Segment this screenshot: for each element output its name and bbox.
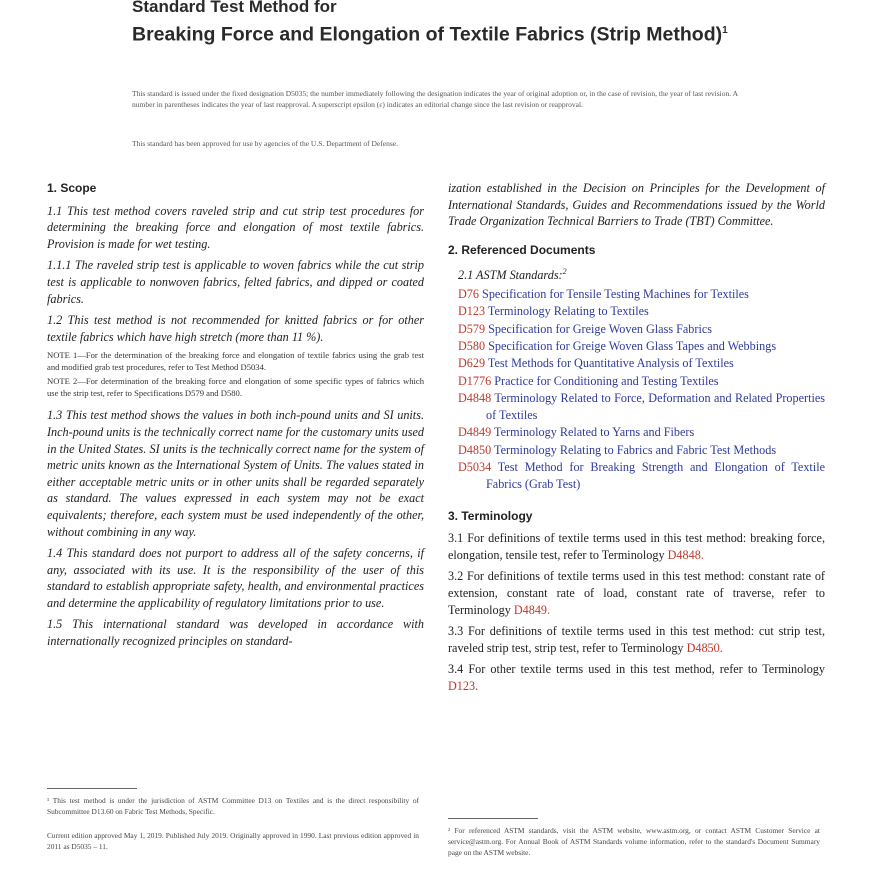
reference-title-link[interactable]: Terminology Relating to Textiles	[487, 304, 649, 319]
reference-code-link[interactable]: D579	[458, 321, 486, 336]
footnote-1b: Current edition approved May 1, 2019. Published July 2019. Originally approved in 1990. Last previous edition approved in 2011 as D5035 – 11.	[47, 831, 419, 851]
reference-title-link[interactable]: Specification for Tensile Testing Machines for Textiles	[482, 287, 749, 302]
reference-code-link[interactable]: D4850	[458, 442, 492, 457]
reference-code-link[interactable]: D580	[458, 338, 486, 353]
reference-title-link[interactable]: Specification for Greige Woven Glass Fabrics	[488, 321, 713, 336]
para-1-2: 1.2 This test method is not recommended for knitted fabrics or for other textile fabrics which have high stretch (more than 11 %).	[47, 313, 424, 344]
reference-title-link[interactable]: Terminology Related to Force, Deformation and Related Properties of Textiles	[486, 390, 825, 423]
para-1-5: 1.5 This international standard was developed in accordance with internationally recognized principles on standard-	[47, 617, 424, 649]
reference-item	[448, 338, 825, 355]
note-2: NOTE 2—For determination of the breaking force and elongation of some specific types of fabrics which use the strip test, refer to Specifications D579 and D580.	[47, 376, 424, 398]
para-3-1: 3.1 For definitions of textile terms used in this test method: breaking force, elongation, tensile test, refer to Terminology D4848.	[448, 531, 825, 562]
referenced-documents-heading: 2. Referenced Documents	[448, 242, 596, 257]
dod-notice: This standard has been approved for use by agencies of the U.S. Department of Defense.	[132, 139, 398, 148]
reference-title-link[interactable]: Practice for Conditioning and Testing Textiles	[494, 373, 719, 388]
footnote-rule-left	[47, 788, 137, 789]
ref-link-d4849[interactable]: D4849.	[513, 602, 551, 617]
reference-title-link[interactable]: Specification for Greige Woven Glass Tapes and Webbings	[488, 338, 777, 353]
left-column	[47, 180, 424, 655]
reference-title-link[interactable]: Terminology Related to Yarns and Fibers	[494, 425, 695, 440]
footnote-rule-right	[448, 818, 538, 819]
designation-notice: This standard is issued under the fixed designation D5035; the number immediately following the designation indicates the year of original adoption or, in the case of revision, the year of last revision. A number in parentheses indicates the year of last reapproval. A superscript epsilon (ε) indicates an editorial change since the last revision or reapproval.	[132, 89, 738, 109]
reference-title-link[interactable]: Test Methods for Quantitative Analysis of Textiles	[487, 356, 734, 371]
reference-code-link[interactable]: D629	[458, 356, 486, 371]
para-1-1: 1.1 This test method covers raveled strip and cut strip test procedures for determining the breaking force and elongation of most textile fabrics. Provision is made for wet testing.	[47, 203, 424, 251]
title-line1: Standard Test Method for	[132, 0, 337, 16]
reference-item	[448, 424, 825, 441]
footnote-2: ² For referenced ASTM standards, visit the ASTM website, www.astm.org, or contact ASTM Customer Service at service@astm.org. For Annual Book of ASTM Standards volume information, refer to the standard's Document Summary page on the ASTM website.	[448, 826, 820, 857]
para-1-5-continued: ization established in the Decision on Principles for the Development of International Standards, Guides and Recommendations issued by the World Trade Organization Technical Barriers to Trade (TBT) Committee.	[448, 181, 825, 229]
reference-list	[448, 286, 825, 494]
reference-code-link[interactable]: D5034	[458, 460, 492, 474]
right-column	[448, 180, 825, 700]
ref-link-d4848[interactable]: D4848.	[667, 547, 704, 562]
note-1: NOTE 1—For the determination of the breaking force and elongation of textile fabrics using the grab test and modified grab test procedures, refer to Test Method D5034.	[47, 350, 424, 372]
reference-item	[448, 355, 825, 372]
terminology-heading: 3. Terminology	[448, 508, 533, 523]
reference-code-link[interactable]: D76	[458, 287, 479, 302]
reference-item	[448, 459, 825, 494]
para-1-1-1: 1.1.1 The raveled strip test is applicable to woven fabrics while the cut strip test is applicable to nonwoven fabrics, felted fabrics, and dipped or coated fabrics.	[47, 258, 424, 306]
reference-item	[448, 286, 825, 303]
reference-code-link[interactable]: D4849	[458, 425, 492, 440]
para-3-4: 3.4 For other textile terms used in this test method, refer to Terminology D123.	[448, 662, 825, 693]
para-1-4: 1.4 This standard does not purport to address all of the safety concerns, if any, associated with its use. It is the responsibility of the user of this standard to establish appropriate safety, health, and environmental practices and determine the applicability of regulatory limitations prior to use.	[47, 546, 424, 610]
reference-code-link[interactable]: D123	[458, 304, 486, 319]
footnote-1: ¹ This test method is under the jurisdiction of ASTM Committee D13 on Textiles and is the direct responsibility of Subcommittee D13.60 on Fabric Test Methods, Specific.	[47, 796, 419, 816]
ref-link-d123[interactable]: D123.	[448, 678, 479, 693]
reference-item	[448, 390, 825, 425]
reference-title-link[interactable]: Terminology Relating to Fabrics and Fabric Test Methods	[494, 442, 777, 457]
para-3-2: 3.2 For definitions of textile terms used in this test method: constant rate of extension, constant rate of load, constant rate of traverse, refer to Terminology D4849.	[448, 569, 825, 617]
reference-item	[448, 442, 825, 459]
para-1-3: 1.3 This test method shows the values in both inch-pound units and SI units. Inch-pound units is the technically correct name for the customary units used in the United States. SI units is the technically correct name for the system of metric units known as the International System of Units. The values stated in either acceptable metric units or in other units shall be regarded separately as standard. The values expressed in each system may not be exact equivalents; therefore, each system must be used independently of the other, without combining in any way.	[47, 408, 424, 539]
reference-code-link[interactable]: D4848	[458, 390, 492, 405]
title-line2: Breaking Force and Elongation of Textile Fabrics (Strip Method)$^1$	[132, 23, 728, 46]
reference-code-link[interactable]: D1776	[458, 373, 492, 388]
reference-item	[448, 373, 825, 390]
reference-item	[448, 303, 825, 320]
reference-item	[448, 321, 825, 338]
para-3-3: 3.3 For definitions of textile terms used in this test method: cut strip test, raveled strip test, strip test, refer to Terminology D4850.	[448, 624, 825, 655]
reference-title-link[interactable]: Test Method for Breaking Strength and Elongation of Textile Fabrics (Grab Test)	[486, 460, 826, 492]
scope-heading: 1. Scope	[47, 181, 97, 195]
astm-standards-intro: 2.1 ASTM Standards:$^2$	[458, 267, 567, 283]
ref-link-d4850[interactable]: D4850.	[686, 640, 723, 655]
